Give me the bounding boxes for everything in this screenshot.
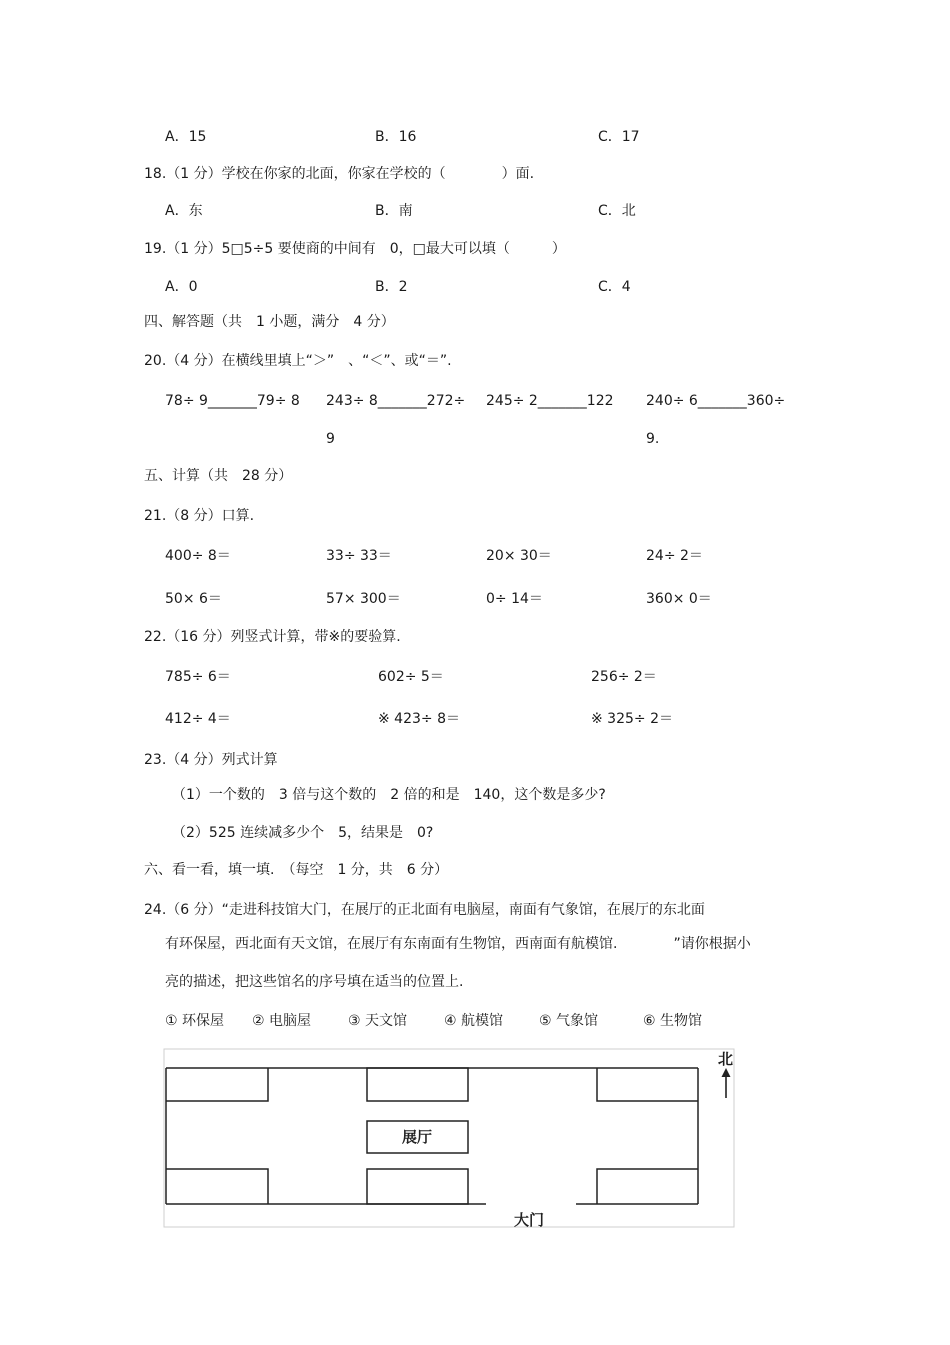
- room-north: [367, 1068, 468, 1101]
- q18-option-a: A．东: [165, 203, 203, 219]
- q24-venue-6: ⑥ 生物馆: [643, 1013, 703, 1029]
- q20-item-2: 243÷ 8_______272÷: [326, 393, 466, 409]
- q20-item-2-cont: 9: [326, 431, 335, 447]
- q20-item-3: 245÷ 2_______122: [486, 393, 614, 409]
- q18-option-b: B．南: [375, 203, 413, 219]
- q17-option-c: C．17: [598, 129, 640, 145]
- section-6-heading: 六、看一看，填一填. （每空 1 分，共 6 分）: [144, 862, 449, 878]
- q24-venue-3: ③ 天文馆: [348, 1013, 408, 1029]
- q22-r1-c1: 785÷ 6＝: [165, 669, 231, 685]
- q24-venue-5: ⑤ 气象馆: [539, 1013, 599, 1029]
- q23-part-1: （1）一个数的 3 倍与这个数的 2 倍的和是 140，这个数是多少?: [172, 787, 606, 803]
- q18-option-c: C．北: [598, 203, 636, 219]
- room-southeast: [597, 1169, 698, 1204]
- museum-map: [163, 1048, 735, 1228]
- q23-stem: 23.（4 分）列式计算: [144, 752, 278, 768]
- q21-r1-c3: 20× 30＝: [486, 548, 552, 564]
- room-south: [367, 1169, 468, 1204]
- q21-r1-c4: 24÷ 2＝: [646, 548, 703, 564]
- q21-r1-c1: 400÷ 8＝: [165, 548, 231, 564]
- section-4-heading: 四、解答题（共 1 小题，满分 4 分）: [144, 314, 395, 330]
- q21-r1-c2: 33÷ 33＝: [326, 548, 392, 564]
- room-northeast: [597, 1068, 698, 1101]
- q20-stem: 20.（4 分）在横线里填上“＞” 、“＜”、或“＝”.: [144, 353, 452, 369]
- q20-item-4-cont: 9.: [646, 431, 660, 447]
- q24-line-3: 亮的描述，把这些馆名的序号填在适当的位置上.: [165, 974, 464, 990]
- q24-venue-1: ① 环保屋: [165, 1013, 225, 1029]
- gate-label: 大门: [513, 1211, 545, 1228]
- q17-option-b: B．16: [375, 129, 417, 145]
- section-5-heading: 五、计算（共 28 分）: [144, 468, 293, 484]
- q22-r2-c1: 412÷ 4＝: [165, 711, 231, 727]
- q22-r2-c2: ※ 423÷ 8＝: [378, 711, 460, 727]
- q23-part-2: （2）525 连续减多少个 5，结果是 0?: [172, 825, 434, 841]
- q19-option-a: A．0: [165, 279, 198, 295]
- q20-item-1: 78÷ 9_______79÷ 8: [165, 393, 300, 409]
- q24-venue-4: ④ 航模馆: [444, 1013, 504, 1029]
- q19-stem: 19.（1 分）5□5÷5 要使商的中间有 0，□最大可以填（ ）: [144, 241, 566, 257]
- q18-stem: 18.（1 分）学校在你家的北面，你家在学校的（ ）面.: [144, 166, 535, 182]
- q24-line-2: 有环保屋，西北面有天文馆，在展厅有东南面有生物馆，西南面有航模馆. ”请你根据小: [165, 936, 751, 952]
- q24-venue-2: ② 电脑屋: [252, 1013, 312, 1029]
- q24-line-1: 24.（6 分）“走进科技馆大门，在展厅的正北面有电脑屋，南面有气象馆，在展厅的东北面: [144, 902, 705, 918]
- q19-option-c: C．4: [598, 279, 631, 295]
- q21-r2-c1: 50× 6＝: [165, 591, 222, 607]
- q21-r2-c2: 57× 300＝: [326, 591, 401, 607]
- q21-r2-c3: 0÷ 14＝: [486, 591, 543, 607]
- north-arrow-icon: [719, 1068, 733, 1100]
- room-southwest: [166, 1169, 268, 1204]
- q21-stem: 21.（8 分）口算.: [144, 508, 255, 524]
- q17-option-a: A．15: [165, 129, 207, 145]
- q22-r1-c2: 602÷ 5＝: [378, 669, 444, 685]
- q21-r2-c4: 360× 0＝: [646, 591, 712, 607]
- q22-r1-c3: 256÷ 2＝: [591, 669, 657, 685]
- q19-option-b: B．2: [375, 279, 408, 295]
- room-northwest: [166, 1068, 268, 1101]
- q20-item-4: 240÷ 6_______360÷: [646, 393, 786, 409]
- map-frame: [164, 1049, 734, 1227]
- north-label: 北: [718, 1050, 734, 1068]
- q22-r2-c3: ※ 325÷ 2＝: [591, 711, 673, 727]
- q22-stem: 22.（16 分）列竖式计算，带※的要验算.: [144, 629, 401, 645]
- hall-label: 展厅: [401, 1128, 433, 1146]
